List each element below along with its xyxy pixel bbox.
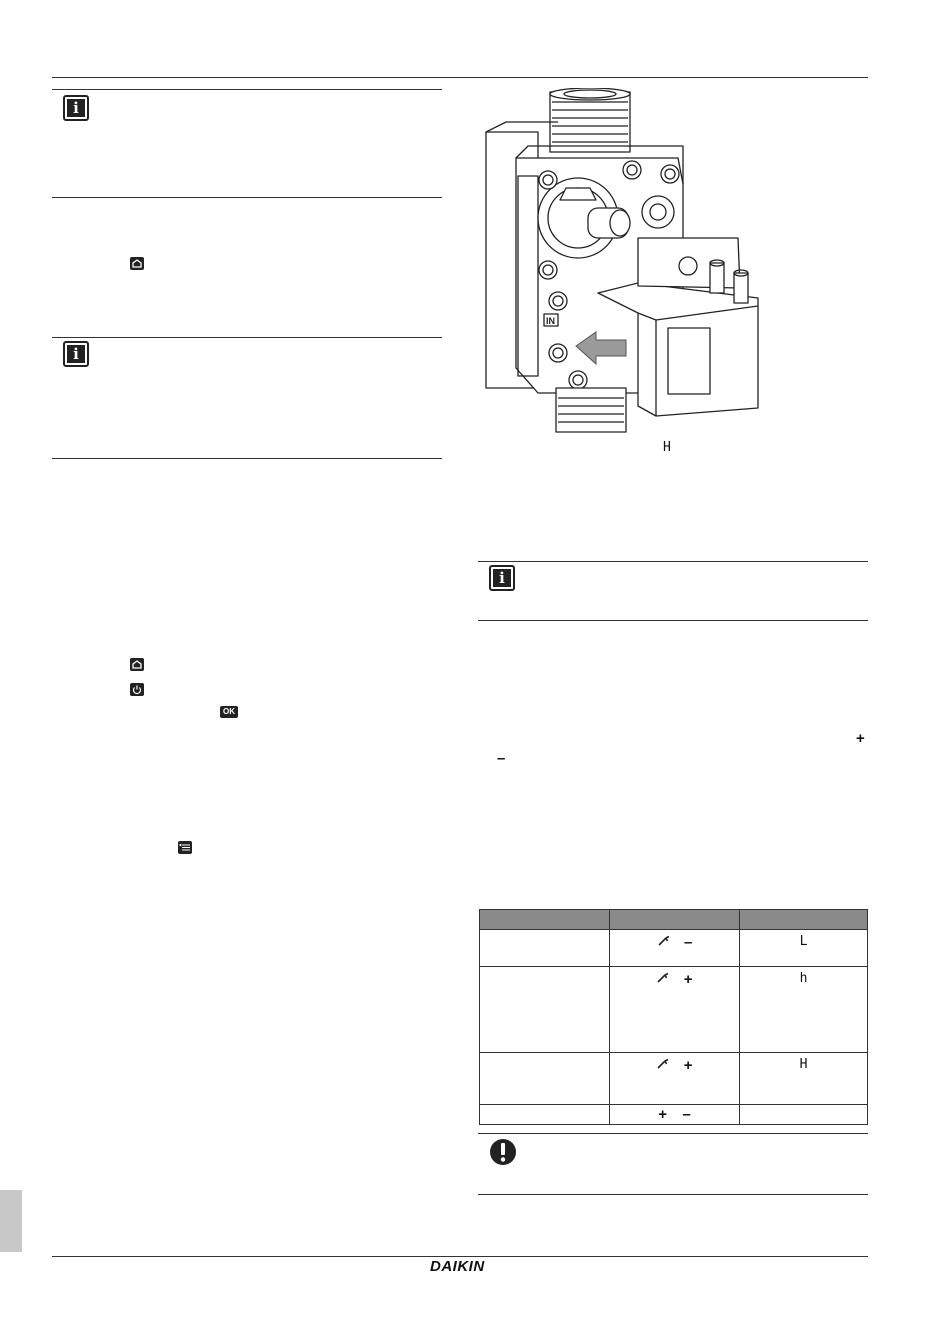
power-icon <box>130 683 144 696</box>
table-row <box>480 1105 868 1125</box>
info-icon: i <box>63 95 89 121</box>
settings-table <box>479 909 868 1125</box>
info-icon: i <box>63 341 89 367</box>
key-minus: – <box>682 1106 691 1123</box>
plus-symbol: + <box>856 730 865 747</box>
chapter-tab <box>0 1190 22 1252</box>
menu-icon <box>178 841 192 854</box>
ok-button-icon: OK <box>220 706 238 718</box>
wrench-icon <box>657 935 671 947</box>
info-block-2-top <box>52 337 442 338</box>
wrench-icon <box>656 972 670 984</box>
home-icon <box>130 658 144 671</box>
key-plus: + <box>658 1106 668 1123</box>
svg-text:IN: IN <box>546 316 555 326</box>
key-plus: + <box>683 1057 693 1074</box>
table-row <box>480 967 868 1053</box>
display-value: L <box>799 934 808 949</box>
gas-valve-illustration <box>478 88 778 436</box>
warning-block-top <box>478 1133 868 1134</box>
key-plus: + <box>683 971 693 988</box>
minus-symbol: – <box>497 750 506 767</box>
table-header-row <box>480 910 868 930</box>
info-block-3-top <box>478 561 868 562</box>
display-value: H <box>799 1057 808 1072</box>
info-block-3-bottom <box>478 620 868 621</box>
key-minus: – <box>684 934 693 951</box>
info-block-2-bottom <box>52 458 442 459</box>
figure-caption-glyph: H <box>663 440 671 455</box>
home-icon <box>130 257 144 270</box>
wrench-icon <box>656 1058 670 1070</box>
info-block-1-top <box>52 89 442 90</box>
footer-rule <box>52 1256 868 1257</box>
exclamation-icon <box>489 1138 517 1166</box>
daikin-logo: DAIKIN <box>430 1258 485 1275</box>
display-value: h <box>799 971 808 986</box>
info-icon: i <box>489 565 515 591</box>
warning-block-bottom <box>478 1194 868 1195</box>
table-row <box>480 1053 868 1105</box>
top-rule <box>52 77 868 78</box>
table-row <box>480 930 868 967</box>
info-block-1-bottom <box>52 197 442 198</box>
